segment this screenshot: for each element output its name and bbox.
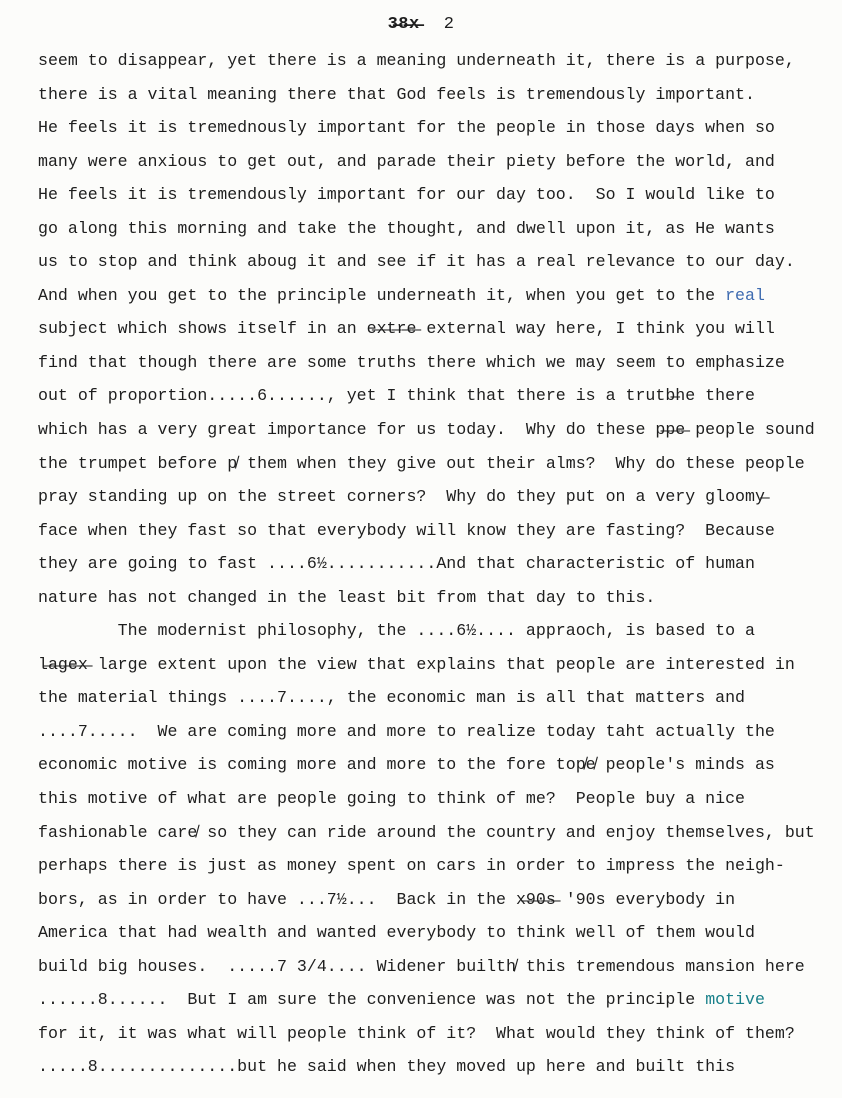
page-header: [0, 0, 842, 34]
text-segment: ......8...... But I am sure the convenience was not the principle: [38, 990, 706, 1010]
document-body: [38, 44, 842, 1084]
text-segment: nature has not changed in the least bit from that day to this.: [38, 587, 656, 607]
text-segment: seem to disappear, yet there is a meaning underneath it, there is a purpose,: [38, 51, 795, 70]
header-struck-text: 3̶8̶x̶: [387, 15, 420, 34]
text-line: [38, 816, 842, 850]
text-segment-colored: motive: [705, 990, 765, 1010]
text-line: [38, 748, 842, 782]
page-number: 2: [443, 15, 455, 34]
text-line: [38, 514, 842, 548]
text-line: [38, 413, 842, 447]
text-segment: face when they fast so that everybody will know they are fasting? Because: [38, 520, 775, 540]
text-line: [38, 681, 842, 715]
text-segment: .....8..............but he said when they moved up here and built this: [38, 1057, 736, 1077]
text-line: [38, 379, 842, 413]
text-segment: ....7..... We are coming more and more to realize today taht actually the: [38, 721, 775, 741]
text-segment: l̶a̶g̶e̶x̶ large extent upon the view that explains that people are interested in: [38, 654, 795, 674]
text-line: [38, 614, 842, 648]
text-segment: fashionable care̸ so they can ride around the country and enjoy themselves, but: [38, 822, 815, 842]
text-segment: And when you get to the principle underneath it, when you get to the: [38, 285, 726, 305]
text-segment: out of proportion.....6......, yet I think that there is a trutb̶he there: [38, 386, 755, 406]
text-segment: many were anxious to get out, and parade their piety before the world, and: [38, 151, 775, 171]
text-line: [38, 312, 842, 346]
text-line: [38, 782, 842, 816]
text-line: [38, 648, 842, 682]
text-line: [38, 178, 842, 212]
text-segment: He feels it is tremednously important for the people in those days when so: [38, 118, 775, 138]
text-line: [38, 883, 842, 917]
text-line: [38, 547, 842, 581]
text-line: [38, 279, 842, 313]
text-line: [38, 78, 842, 112]
text-segment: subject which shows itself in an e̶x̶t̶r̶e̶ external way here, I think you will: [38, 319, 775, 339]
text-segment: the trumpet before p̸ them when they give out their alms? Why do these people: [38, 453, 805, 473]
text-line: [38, 480, 842, 514]
text-segment: America that had wealth and wanted everybody to think well of them would: [38, 923, 755, 943]
text-line: [38, 212, 842, 246]
text-segment: which has a very great importance for us today. Why do these p̶p̶e̶ people sound: [38, 420, 815, 440]
text-line: [38, 1050, 842, 1084]
text-segment: go along this morning and take the thought, and dwell upon it, as He wants: [38, 218, 775, 238]
text-segment: economic motive is coming more and more to the fore top̸e̸ people's minds as: [38, 755, 775, 775]
text-segment: build big houses. .....7 3/4.... Widener builth̸ this tremendous mansion here: [38, 956, 805, 976]
text-line: [38, 145, 842, 179]
text-segment: bors, as in order to have ...7½... Back in the x̶9̶0̶s̶ '90s everybody in: [38, 889, 736, 909]
text-segment: they are going to fast ....6½...........And that characteristic of human: [38, 554, 755, 574]
text-segment: perhaps there is just as money spent on cars in order to impress the neigh-: [38, 856, 785, 876]
text-line: [38, 849, 842, 883]
text-line: [38, 44, 842, 78]
text-line: [38, 447, 842, 481]
text-segment: there is a vital meaning there that God feels is tremendously important.: [38, 84, 755, 104]
text-line: [38, 1017, 842, 1051]
text-segment: us to stop and think aboug it and see if it has a real relevance to our day.: [38, 252, 795, 272]
text-line: [38, 916, 842, 950]
text-line: [38, 983, 842, 1017]
text-line: [38, 581, 842, 615]
text-segment-colored: real: [725, 285, 765, 305]
text-segment: The modernist philosophy, the ....6½.... appraoch, is based to a: [38, 621, 755, 641]
text-segment: the material things ....7...., the economic man is all that matters and: [38, 688, 746, 708]
text-line: [38, 111, 842, 145]
text-line: [38, 950, 842, 984]
text-segment: He feels it is tremendously important for our day too. So I would like to: [38, 185, 775, 205]
text-line: [38, 715, 842, 749]
text-line: [38, 245, 842, 279]
text-segment: this motive of what are people going to think of me? People buy a nice: [38, 789, 746, 809]
text-segment: pray standing up on the street corners? Why do they put on a very gloomy̶: [38, 487, 765, 507]
text-segment: find that though there are some truths there which we may seem to emphasize: [38, 352, 785, 372]
text-segment: for it, it was what will people think of it? What would they think of them?: [38, 1023, 795, 1043]
text-line: [38, 346, 842, 380]
